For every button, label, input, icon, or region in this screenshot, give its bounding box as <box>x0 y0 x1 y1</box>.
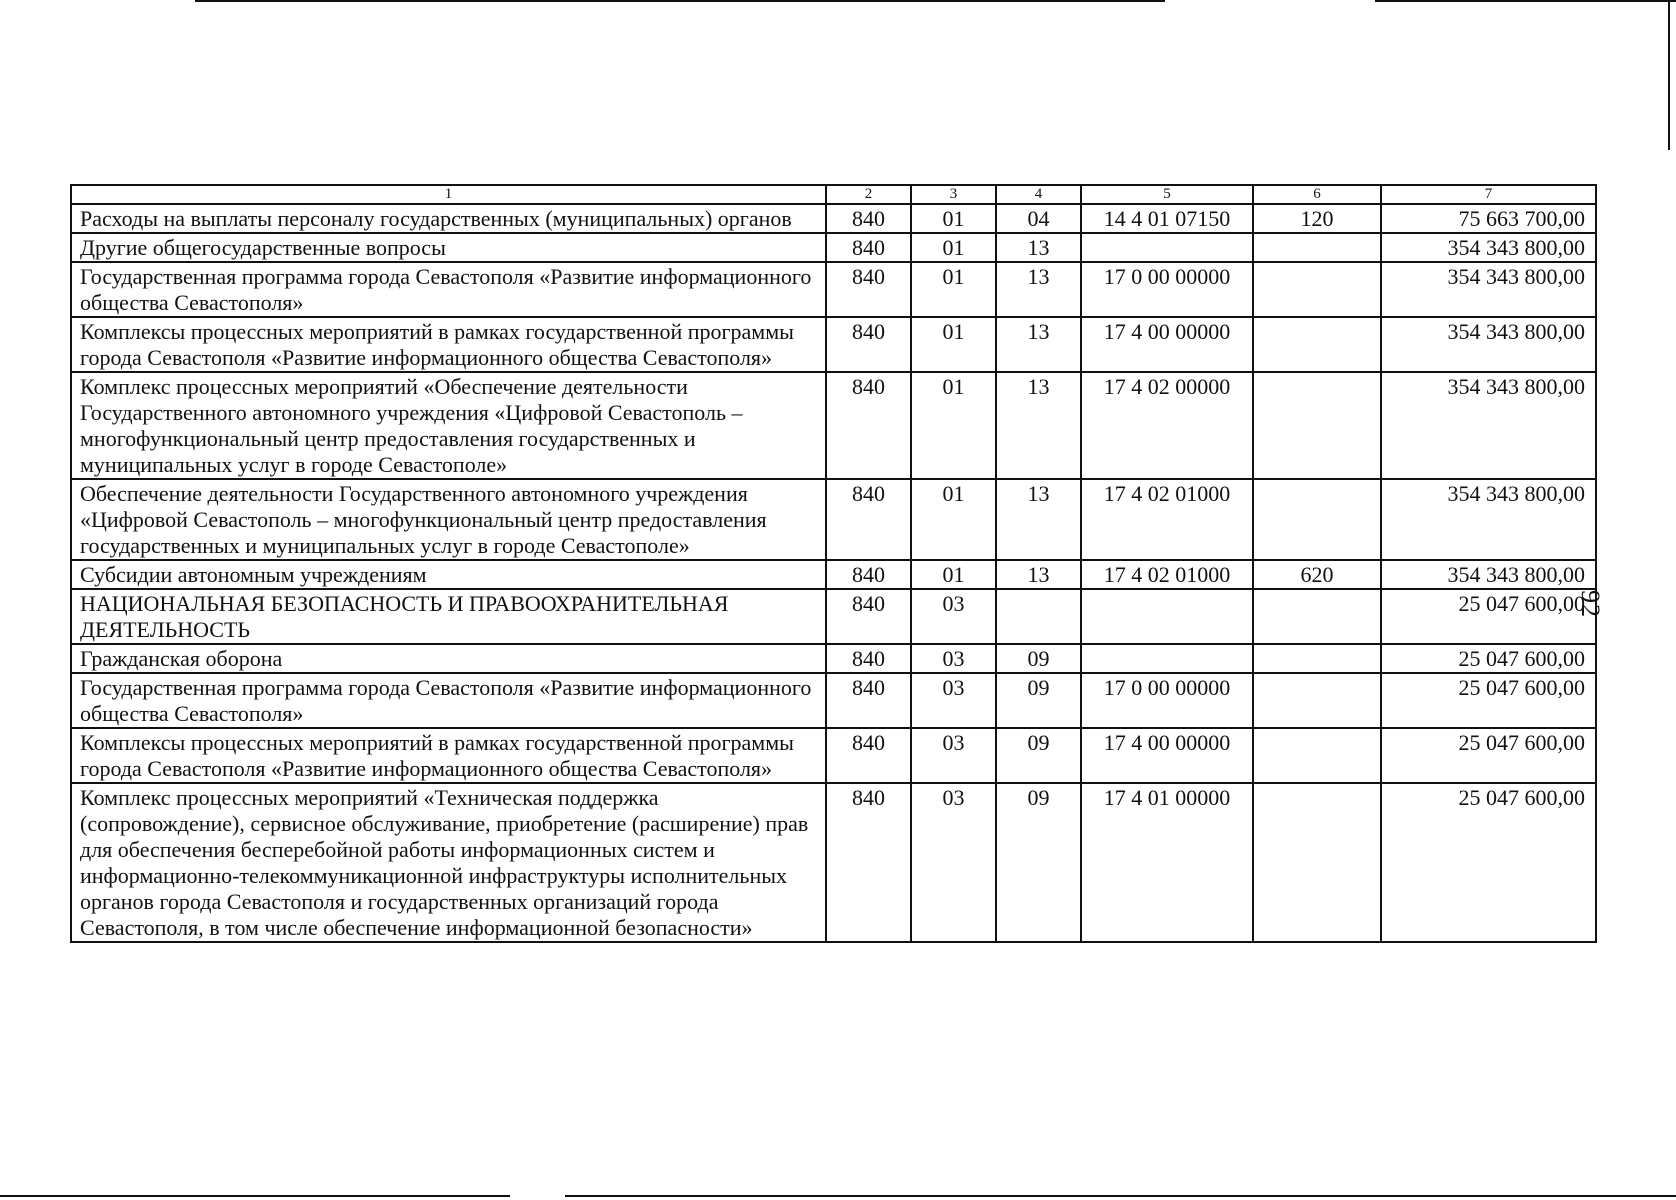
row-code-3: 01 <box>911 560 996 589</box>
row-code-2: 840 <box>826 204 911 233</box>
row-code-2: 840 <box>826 673 911 728</box>
table-row <box>71 728 1596 783</box>
header-col-2: 2 <box>826 185 911 204</box>
row-amount: 354 343 800,00 <box>1381 233 1596 262</box>
row-description: Обеспечение деятельности Государственного автономного учреждения «Цифровой Севастополь – многофункциональный центр предоставления государственных и муниципальных услуг в городе Севастополе» <box>71 479 826 560</box>
row-code-6 <box>1253 783 1381 942</box>
row-code-5: 17 0 00 00000 <box>1081 673 1253 728</box>
row-code-3: 01 <box>911 262 996 317</box>
row-description: Субсидии автономным учреждениям <box>71 560 826 589</box>
row-code-5 <box>1081 589 1253 644</box>
row-code-6 <box>1253 673 1381 728</box>
row-code-4: 13 <box>996 233 1081 262</box>
row-code-4 <box>996 589 1081 644</box>
row-amount: 354 343 800,00 <box>1381 479 1596 560</box>
row-code-6 <box>1253 372 1381 479</box>
header-col-1: 1 <box>71 185 826 204</box>
row-code-4: 09 <box>996 783 1081 942</box>
row-code-5: 17 4 00 00000 <box>1081 728 1253 783</box>
table-row <box>71 262 1596 317</box>
row-code-5: 17 0 00 00000 <box>1081 262 1253 317</box>
row-code-6 <box>1253 479 1381 560</box>
top-scan-line-left <box>195 0 1165 2</box>
header-col-3: 3 <box>911 185 996 204</box>
row-code-2: 840 <box>826 560 911 589</box>
row-code-3: 01 <box>911 233 996 262</box>
header-col-4: 4 <box>996 185 1081 204</box>
row-code-3: 03 <box>911 589 996 644</box>
row-code-6 <box>1253 728 1381 783</box>
row-amount: 25 047 600,00 <box>1381 644 1596 673</box>
row-amount: 354 343 800,00 <box>1381 372 1596 479</box>
row-description: Другие общегосударственные вопросы <box>71 233 826 262</box>
row-code-4: 13 <box>996 479 1081 560</box>
row-description: Государственная программа города Севастополя «Развитие информационного общества Севастополя» <box>71 262 826 317</box>
row-code-3: 01 <box>911 372 996 479</box>
row-code-2: 840 <box>826 262 911 317</box>
row-code-2: 840 <box>826 728 911 783</box>
row-description: Государственная программа города Севастополя «Развитие информационного общества Севастополя» <box>71 673 826 728</box>
table-row <box>71 372 1596 479</box>
row-code-2: 840 <box>826 644 911 673</box>
row-code-3: 01 <box>911 204 996 233</box>
row-code-6 <box>1253 317 1381 372</box>
row-description: Расходы на выплаты персоналу государственных (муниципальных) органов <box>71 204 826 233</box>
row-code-3: 03 <box>911 783 996 942</box>
row-code-5: 17 4 00 00000 <box>1081 317 1253 372</box>
row-code-6 <box>1253 233 1381 262</box>
budget-table <box>70 184 1597 943</box>
row-code-6 <box>1253 589 1381 644</box>
row-description: Комплекс процессных мероприятий «Техническая поддержка (сопровождение), сервисное обслуживание, приобретение (расширение) прав для обеспечения бесперебойной работы информационных систем и информационно-телекоммуникационной инфраструктуры исполнительных органов города Севастополя и государственных организаций города Севастополя, в том числе обеспечение информационной безопасности» <box>71 783 826 942</box>
row-description: Комплекс процессных мероприятий «Обеспечение деятельности Государственного автономного учреждения «Цифровой Севастополь – многофункциональный центр предоставления государственных и муниципальных услуг в городе Севастополе» <box>71 372 826 479</box>
row-amount: 25 047 600,00 <box>1381 783 1596 942</box>
header-col-5: 5 <box>1081 185 1253 204</box>
row-code-6: 120 <box>1253 204 1381 233</box>
row-amount: 354 343 800,00 <box>1381 262 1596 317</box>
table-row <box>71 673 1596 728</box>
row-code-5 <box>1081 233 1253 262</box>
row-code-6 <box>1253 262 1381 317</box>
row-code-5: 17 4 02 00000 <box>1081 372 1253 479</box>
row-code-4: 09 <box>996 673 1081 728</box>
table-header-row <box>71 185 1596 204</box>
row-code-4: 09 <box>996 644 1081 673</box>
row-code-3: 03 <box>911 728 996 783</box>
row-code-3: 03 <box>911 673 996 728</box>
header-col-7: 7 <box>1381 185 1596 204</box>
bottom-scan-line-left <box>0 1195 510 1197</box>
row-code-4: 13 <box>996 560 1081 589</box>
row-description: Комплексы процессных мероприятий в рамках государственной программы города Севастополя «Развитие информационного общества Севастополя» <box>71 317 826 372</box>
table-row <box>71 233 1596 262</box>
row-amount: 25 047 600,00 <box>1381 673 1596 728</box>
table-row <box>71 589 1596 644</box>
table-row <box>71 783 1596 942</box>
row-code-5: 14 4 01 07150 <box>1081 204 1253 233</box>
row-description: Гражданская оборона <box>71 644 826 673</box>
table-row <box>71 560 1596 589</box>
row-code-3: 03 <box>911 644 996 673</box>
top-scan-line-right <box>1375 0 1676 2</box>
row-code-4: 04 <box>996 204 1081 233</box>
table-row <box>71 644 1596 673</box>
row-code-3: 01 <box>911 479 996 560</box>
row-code-2: 840 <box>826 589 911 644</box>
table-row <box>71 479 1596 560</box>
row-code-2: 840 <box>826 479 911 560</box>
row-code-2: 840 <box>826 783 911 942</box>
row-code-5 <box>1081 644 1253 673</box>
row-description: НАЦИОНАЛЬНАЯ БЕЗОПАСНОСТЬ И ПРАВООХРАНИТЕЛЬНАЯ ДЕЯТЕЛЬНОСТЬ <box>71 589 826 644</box>
row-code-5: 17 4 01 00000 <box>1081 783 1253 942</box>
page-number: 92 <box>1576 590 1605 618</box>
row-code-3: 01 <box>911 317 996 372</box>
row-code-6 <box>1253 644 1381 673</box>
row-code-5: 17 4 02 01000 <box>1081 560 1253 589</box>
row-code-2: 840 <box>826 372 911 479</box>
row-code-2: 840 <box>826 233 911 262</box>
row-description: Комплексы процессных мероприятий в рамках государственной программы города Севастополя «Развитие информационного общества Севастополя» <box>71 728 826 783</box>
row-code-4: 13 <box>996 262 1081 317</box>
row-code-4: 09 <box>996 728 1081 783</box>
row-amount: 354 343 800,00 <box>1381 560 1596 589</box>
bottom-scan-line-right <box>565 1195 1676 1197</box>
row-code-4: 13 <box>996 317 1081 372</box>
row-code-6: 620 <box>1253 560 1381 589</box>
table-row <box>71 204 1596 233</box>
row-amount: 25 047 600,00 <box>1381 589 1596 644</box>
row-code-4: 13 <box>996 372 1081 479</box>
row-amount: 354 343 800,00 <box>1381 317 1596 372</box>
row-code-2: 840 <box>826 317 911 372</box>
table-row <box>71 317 1596 372</box>
row-amount: 25 047 600,00 <box>1381 728 1596 783</box>
right-scan-edge <box>1668 0 1670 150</box>
row-amount: 75 663 700,00 <box>1381 204 1596 233</box>
header-col-6: 6 <box>1253 185 1381 204</box>
row-code-5: 17 4 02 01000 <box>1081 479 1253 560</box>
